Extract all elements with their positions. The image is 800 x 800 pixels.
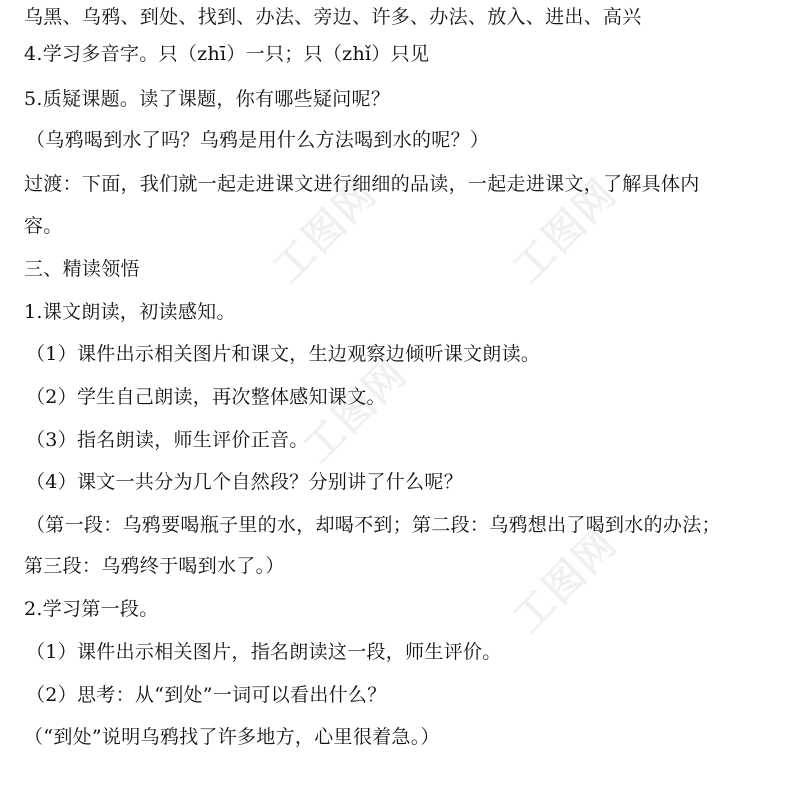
- watermark-mark: 工图网: [294, 350, 417, 472]
- text-line: （乌鸦喝到水了吗？乌鸦是用什么方法喝到水的呢？）: [26, 129, 490, 151]
- text-line: 5.质疑课题。读了课题，你有哪些疑问呢？: [24, 88, 391, 110]
- text-line: 第三段：乌鸦终于喝到水了。）: [24, 555, 285, 577]
- text-line: （2）学生自己朗读，再次整体感知课文。: [26, 386, 386, 408]
- text-line: （2）思考：从“到处”一词可以看出什么？: [26, 684, 387, 706]
- watermark-mark: 工图网: [504, 520, 627, 642]
- text-line: 过渡：下面，我们就一起走进课文进行细细的品读，一起走进课文，了解具体内: [24, 173, 700, 195]
- text-line: 4.学习多音字。只（zhī）一只；只（zhǐ）只见: [24, 43, 430, 65]
- text-line: （第一段：乌鸦要喝瓶子里的水，却喝不到；第二段：乌鸦想出了喝到水的办法；: [26, 514, 721, 536]
- text-line: （3）指名朗读，师生评价正音。: [26, 429, 309, 451]
- text-line: （4）课文一共分为几个自然段？分别讲了什么呢？: [26, 471, 463, 493]
- text-line: 乌黑、乌鸦、到处、找到、办法、旁边、许多、办法、放入、进出、高兴: [24, 6, 642, 28]
- watermark-mark: 工图网: [264, 170, 387, 292]
- watermark-mark: 工图网: [504, 170, 627, 292]
- text-line: 2.学习第一段。: [24, 598, 159, 620]
- text-line: （1）课件出示相关图片和课文，生边观察边倾听课文朗读。: [26, 343, 541, 365]
- text-line: （“到处”说明乌鸦找了许多地方，心里很着急。）: [24, 726, 440, 748]
- text-line: （1）课件出示相关图片，指名朗读这一段，师生评价。: [26, 641, 502, 663]
- text-line: 1.课文朗读，初读感知。: [24, 301, 236, 323]
- text-line: 容。: [24, 215, 63, 237]
- section-heading: 三、精读领悟: [24, 258, 140, 280]
